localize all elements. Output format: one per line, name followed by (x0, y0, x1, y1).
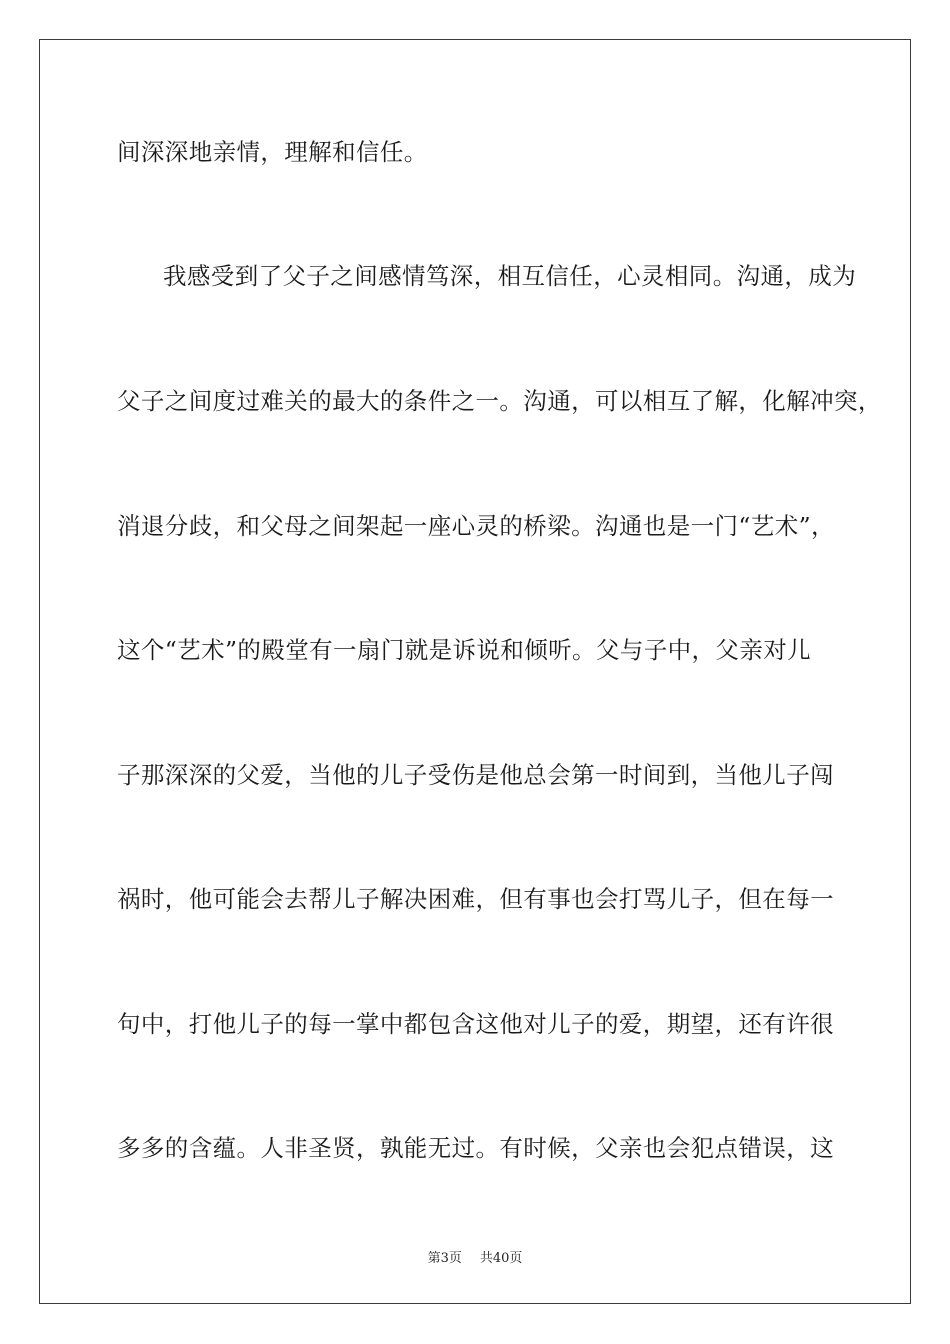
text-line-5: 这个“艺术”的殿堂有一扇门就是诉说和倾听。父与子中，父亲对儿 (117, 636, 812, 664)
page-total: 共40页 (479, 1251, 523, 1266)
page-border (39, 39, 911, 1304)
text-line-3: 父子之间度过难关的最大的条件之一。沟通，可以相互了解，化解冲突， (117, 387, 882, 415)
text-line-4: 消退分歧，和父母之间架起一座心灵的桥梁。沟通也是一门“艺术”， (117, 512, 835, 540)
page-number: 第3页 (427, 1251, 462, 1266)
page-footer (0, 1247, 950, 1266)
text-line-7: 祸时，他可能会去帮儿子解决困难，但有事也会打骂儿子，但在每一 (117, 885, 834, 913)
text-line-6: 子那深深的父爱，当他的儿子受伤是他总会第一时间到，当他儿子闯 (117, 761, 834, 789)
text-line-1: 间深深地亲情，理解和信任。 (117, 138, 428, 166)
text-line-9: 多多的含蕴。人非圣贤，孰能无过。有时候，父亲也会犯点错误，这 (117, 1134, 834, 1162)
text-line-8: 句中，打他儿子的每一掌中都包含这他对儿子的爱，期望，还有许很 (117, 1010, 834, 1038)
text-line-2: 我感受到了父子之间感情笃深，相互信任，心灵相同。沟通，成为 (163, 262, 857, 290)
